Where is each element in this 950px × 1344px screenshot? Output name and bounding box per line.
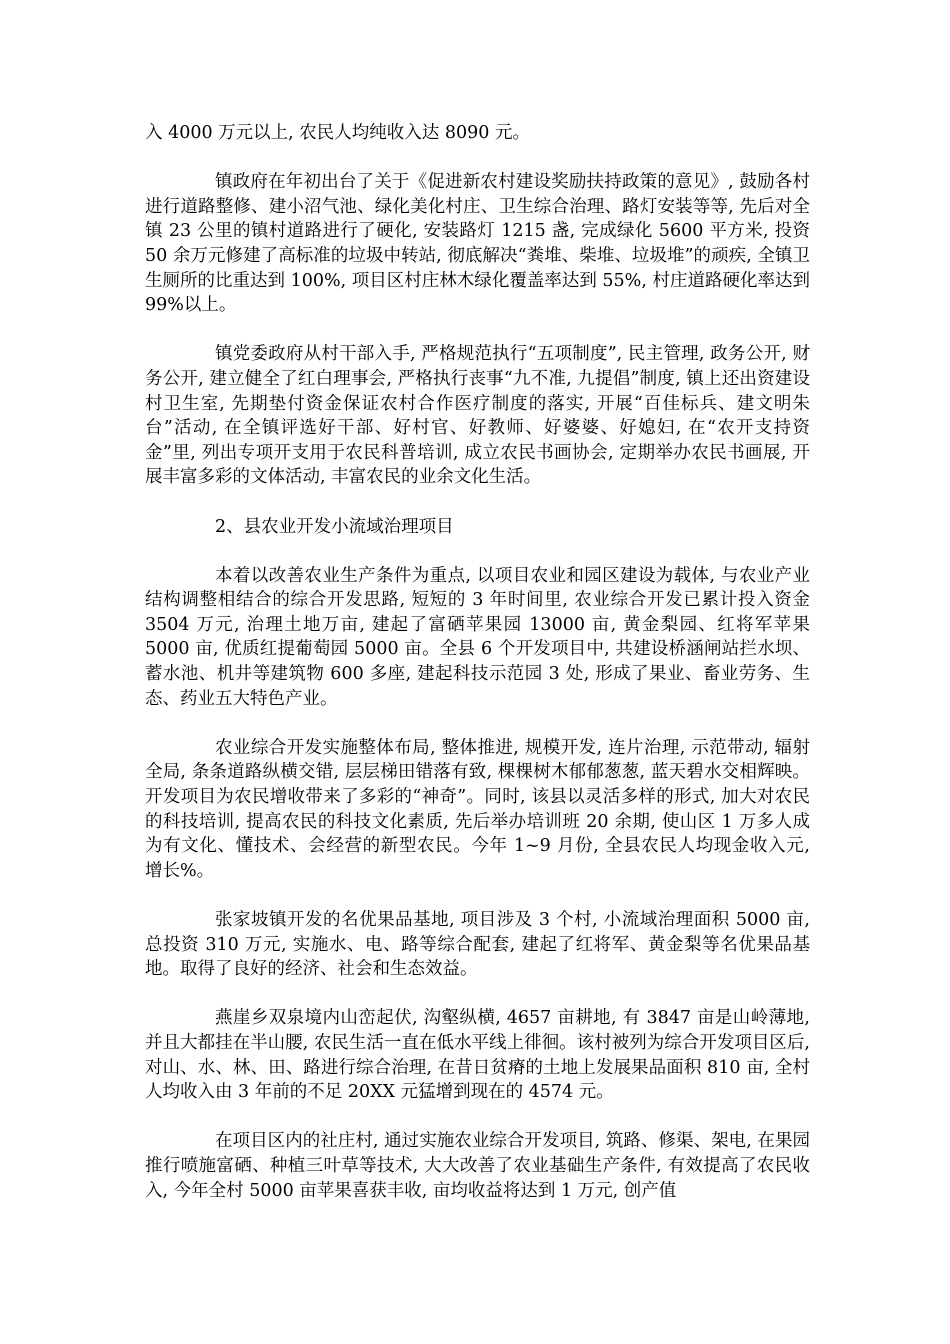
paragraph-zhangjiapo: 张家坡镇开发的名优果品基地, 项目涉及 3 个村, 小流域治理面积 5000 亩, 总投资 310 万元, 实施水、电、路等综合配套, 建起了红将军、黄金梨等名优果品基地。取得了良好的经济、社会和生态效益。 xyxy=(145,910,810,980)
paragraph-continuation: 入 4000 万元以上, 农民人均纯收入达 8090 元。 xyxy=(145,123,530,143)
paragraph-shezhuang: 在项目区内的社庄村, 通过实施农业综合开发项目, 筑路、修渠、架电, 在果园推行喷施富硒、种植三叶草等技术, 大大改善了农业基础生产条件, 有效提高了农民收入, 今年全村 5000 亩苹果喜获丰收, 亩均收益将达到 1 万元, 创产值 xyxy=(145,1131,810,1201)
document-body xyxy=(145,121,810,1228)
paragraph-governance: 镇党委政府从村干部入手, 严格规范执行“五项制度”, 民主管理, 政务公开, 财务公开, 建立健全了红白理事会, 严格执行丧事“九不准, 九提倡”制度, 镇上还出资建设村卫生室, 先期垫付资金保证农村合作医疗制度的落实, 开展“百佳标兵、建文明朱台”活动, 在全镇评选好干部、好村官、好教师、好婆婆、好媳妇, 在“农开支持资金”里, 列出专项开支用于农民科普培训, 成立农民书画协会, 定期举办农民书画展, 开展丰富多彩的文体活动, 丰富农民的业余文化生活。 xyxy=(145,344,810,488)
paragraph-overall-layout: 农业综合开发实施整体布局, 整体推进, 规模开发, 连片治理, 示范带动, 辐射全局, 条条道路纵横交错, 层层梯田错落有致, 棵棵树木郁郁葱葱, 蓝天碧水交相辉映。开发项目为农民增收带来了多彩的“神奇”。同时, 该县以灵活多样的形式, 加大对农民的科技培训, 提高农民的科技文化素质, 先后举办培训班 20 余期, 使山区 1 万多人成为有文化、懂技术、会经营的新型农民。今年 1~9 月份, 全县农民人均现金收入元, 增长%。 xyxy=(145,737,810,881)
paragraph-development-approach: 本着以改善农业生产条件为重点, 以项目农业和园区建设为载体, 与农业产业结构调整相结合的综合开发思路, 短短的 3 年时间里, 农业综合开发已累计投入资金 3504 万元, 治理土地万亩, 建起了富硒苹果园 13000 亩, 黄金梨园、红将军苹果 5000 亩, 优质红提葡萄园 5000 亩。全县 6 个开发项目中, 共建设桥涵闸站拦水坝、蓄水池、机井等建筑物 600 多座, 建起科技示范园 3 处, 形成了果业、畜业劳务、生态、药业五大特色产业。 xyxy=(145,565,810,709)
section-heading: 2、县农业开发小流域治理项目 xyxy=(215,516,454,537)
paragraph-yanya: 燕崖乡双泉境内山峦起伏, 沟壑纵横, 4657 亩耕地, 有 3847 亩是山岭薄地, 并且大都挂在半山腰, 农民生活一直在低水平线上徘徊。该村被列为综合开发项目区后, 对山、水、林、田、路进行综合治理, 在昔日贫瘠的土地上发展果品面积 810 亩, 全村人均收入由 3 年前的不足 20XX 元猛增到现在的 4574 元。 xyxy=(145,1008,810,1103)
paragraph-village-construction: 镇政府在年初出台了关于《促进新农村建设奖励扶持政策的意见》, 鼓励各村进行道路整修、建小沼气池、绿化美化村庄、卫生综合治理、路灯安装等等, 先后对全镇 23 公里的镇村道路进行了硬化, 安装路灯 1215 盏, 完成绿化 5600 平方米, 投资 50 余万元修建了高标准的垃圾中转站, 彻底解决“粪堆、柴堆、垃圾堆”的顽疾, 全镇卫生厕所的比重达到 100%, 项目区村庄林木绿化覆盖率达到 55%, 村庄道路硬化率达到 99%以上。 xyxy=(145,172,810,316)
